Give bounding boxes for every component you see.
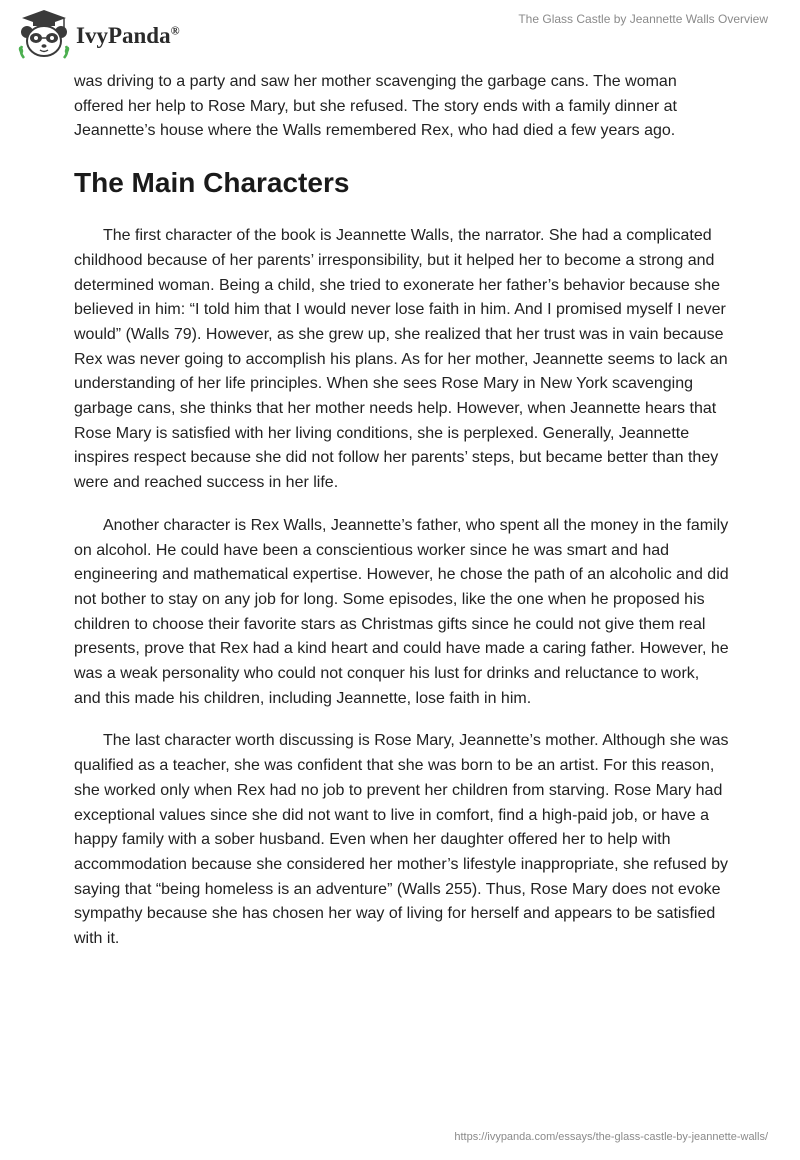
brand-name: IvyPanda® [76,23,180,48]
section-heading: The Main Characters [74,167,350,199]
page-header [0,0,800,70]
paragraph-rex: Another character is Rex Walls, Jeannette’s father, who spent all the money in the family on alcohol. He could have been a conscientious worker since he was smart and had engineering and mathematical expertise. However, he chose the path of an alcoholic and did not bother to stay on any job for long. Some episodes, like the one when he proposed his children to choose their favorite stars as Christmas gifts since he could not give them real presents, prove that Rex had a kind heart and could have made a caring father. However, he was a weak personality who could not conquer his lust for drinks and reluctance to work, and this made his children, including Jeannette, lose faith in him. [74,516,729,707]
source-url[interactable]: https://ivypanda.com/essays/the-glass-castle-by-jeannette-walls/ [454,1131,768,1143]
brand-logo[interactable] [16,6,180,62]
continuation-paragraph: was driving to a party and saw her mother scavenging the garbage cans. The woman offered her help to Rose Mary, but she refused. The story ends with a family dinner at Jeannette’s house where the Walls remembered Rex, who had died a few years ago. [74,73,677,140]
panda-graduate-icon [16,6,72,62]
document-title: The Glass Castle by Jeannette Walls Overview [518,12,768,26]
paragraph-rose-mary: The last character worth discussing is Rose Mary, Jeannette’s mother. Although she was qualified as a teacher, she was confident that she was born to be an artist. For this reason, she worked only when Rex had no job to prevent her children from starving. Rose Mary had exceptional values since she did not want to live in comfort, find a high-paid job, or have a happy family with a sober husband. Even when her daughter offered her to help with accommodation because she considered her mother’s lifestyle inappropriate, she refused by saying that “being homeless is an adventure” (Walls 255). Thus, Rose Mary does not evoke sympathy because she has chosen her way of living for herself and appears to be satisfied with it. [74,732,729,948]
essay-content [74,70,730,970]
paragraph-jeannette: The first character of the book is Jeannette Walls, the narrator. She had a complicated childhood because of her parents’ irresponsibility, but it helped her to become a strong and determined woman. Being a child, she tried to exonerate her father’s behavior because she believed in him: “I told him that I would never lose faith in him. And I promised myself I never would” (Walls 79). However, as she grew up, she realized that her trust was in vain because Rex was never going to accomplish his plans. As for her mother, Jeannette seems to lack an understanding of her life principles. When she sees Rose Mary in New York scavenging garbage cans, she thinks that her mother needs help. However, when Jeannette hears that Rose Mary is satisfied with her living conditions, she is perplexed. Generally, Jeannette inspires respect because she did not follow her parents’ steps, but became better than they were and reached success in her life. [74,227,728,492]
